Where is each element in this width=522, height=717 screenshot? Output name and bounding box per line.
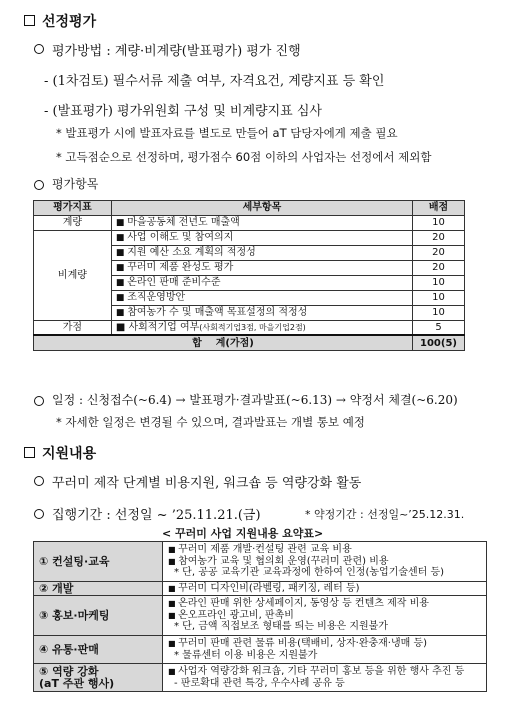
support-detail-line: ■ 꾸러미 제품 개발·컨설팅 관련 교육 비용 <box>168 544 481 556</box>
schedule-note: * 자세한 일정은 변경될 수 있으며, 결과발표는 개별 통보 예정 <box>56 415 365 429</box>
table-row <box>34 636 487 664</box>
eval-table <box>33 200 465 351</box>
support-category: ③ 홍보·마케팅 <box>34 596 163 636</box>
support-details <box>163 596 487 636</box>
table-cell-item-detail: (사회적기업3점, 마을기업2점) <box>199 323 306 333</box>
eval-note-1: * 발표평가 시에 발표자료를 별도로 만들어 aT 담당자에게 제출 필요 <box>56 126 398 140</box>
eval-items-label: 평가항목 <box>52 177 99 191</box>
support-detail-line: * 물류센터 이용 비용은 지원불가 <box>174 649 318 661</box>
support-detail-line: - 판로확대 관련 특강, 우수사례 공유 등 <box>174 677 345 689</box>
support-detail-line: * 단, 금액 직접보조 형태를 띄는 비용은 지원불가 <box>174 621 388 633</box>
support-details <box>163 542 487 582</box>
table-header: 세부항목 <box>111 201 412 216</box>
support-detail-line: ■ 온라인 판매 위한 상세페이지, 동영상 등 컨텐츠 제작 비용 <box>168 598 481 610</box>
circle-bullet-icon <box>34 509 44 519</box>
table-row <box>34 596 487 636</box>
support-detail-line: * 단, 공공 교육기관 교육과정에 한하여 인정(농업기술센터 등) <box>174 567 445 579</box>
support-category: ① 컨설팅·교육 <box>34 542 163 582</box>
table-header-row <box>34 201 465 216</box>
circle-bullet-icon <box>34 476 44 486</box>
table-row <box>34 664 487 692</box>
eval-step-2: - (발표평가) 평가위원회 구성 및 비계량지표 심사 <box>44 104 322 119</box>
total-score: 100(5) <box>413 335 465 350</box>
table-cell-score: 10 <box>413 305 465 320</box>
support-category-line: (aT 주관 행사) <box>39 676 115 690</box>
support-category: ④ 유통·판매 <box>34 636 163 664</box>
table-cell-score: 20 <box>413 260 465 275</box>
table-row <box>34 542 487 582</box>
support-detail-line: ■ 꾸러미 디자인비(라벨링, 패키징, 레터 등) <box>168 583 481 595</box>
table-cell-score: 5 <box>413 320 465 335</box>
table-cell-item: ■ 사회적기업 여부(사회적기업3점, 마을기업2점) <box>111 320 412 335</box>
schedule-line: 일정 : 신청접수(~6.4) → 발표평가·결과발표(~6.13) → 약정서 체결(~6.20) <box>52 393 458 407</box>
eval-method: 평가방법 : 계량·비계량(발표평가) 평가 진행 <box>52 44 301 59</box>
support-table <box>33 541 487 692</box>
section-title: 지원내용 <box>42 446 97 462</box>
support-table-caption: < 꾸러미 사업 지원내용 요약표> <box>162 527 324 540</box>
group-label: 비계량 <box>34 230 112 320</box>
table-cell-score: 20 <box>413 230 465 245</box>
table-row <box>34 320 465 335</box>
support-details <box>163 636 487 664</box>
exec-period: 집행기간 : 선정일 ~ ’25.11.21.(금) <box>52 508 261 523</box>
group-label: 가점 <box>34 320 112 335</box>
table-row <box>34 582 487 596</box>
support-category: ② 개발 <box>34 582 163 596</box>
contract-period: * 약정기간 : 선정일~’25.12.31. <box>305 508 465 521</box>
support-category <box>34 664 163 692</box>
table-cell-item: ■ 조직운영방안 <box>111 290 412 305</box>
table-header: 배점 <box>413 201 465 216</box>
eval-note-2: * 고득점순으로 선정하며, 평가점수 60점 이하의 사업자는 선정에서 제외함 <box>56 150 432 164</box>
table-cell-item: ■ 참여농가 수 및 매출액 목표설정의 적정성 <box>111 305 412 320</box>
table-cell-score: 10 <box>413 290 465 305</box>
support-detail-line: ■ 꾸러미 판매 관련 물류 비용(택배비, 상자·완충재·냉매 등) <box>168 638 481 650</box>
group-label: 계량 <box>34 215 112 230</box>
table-cell-item: ■ 마을공동체 전년도 매출액 <box>111 215 412 230</box>
table-total-row <box>34 335 465 350</box>
table-header: 평가지표 <box>34 201 112 216</box>
support-detail-line: ■ 사업자 역량강화 워크숍, 기타 꾸러미 홍보 등을 위한 행사 추진 등 <box>168 666 481 678</box>
table-cell-score: 20 <box>413 245 465 260</box>
total-label: 합 계(가점) <box>34 335 413 350</box>
section-checkbox-icon <box>24 15 35 26</box>
circle-bullet-icon <box>34 180 44 190</box>
eval-step-1: - (1차검토) 필수서류 제출 여부, 자격요건, 계량지표 등 확인 <box>44 74 385 89</box>
table-cell-score: 10 <box>413 215 465 230</box>
support-details <box>163 582 487 596</box>
support-detail-line: ■ 참여농가 교육 및 협의회 운영(꾸러미 관련) 비용 <box>168 556 481 568</box>
circle-bullet-icon <box>34 44 44 54</box>
section-checkbox-icon <box>24 447 35 458</box>
table-cell-item: ■ 온라인 판매 준비수준 <box>111 275 412 290</box>
table-cell-item: ■ 지원 예산 소요 계획의 적정성 <box>111 245 412 260</box>
table-cell-score: 10 <box>413 275 465 290</box>
table-row <box>34 230 465 245</box>
circle-bullet-icon <box>34 396 44 406</box>
support-details <box>163 664 487 692</box>
table-cell-item-text: 사회적기업 여부 <box>128 322 200 334</box>
table-cell-item: ■ 꾸러미 제품 완성도 평가 <box>111 260 412 275</box>
table-cell-item: ■ 사업 이해도 및 참여의지 <box>111 230 412 245</box>
table-row <box>34 215 465 230</box>
support-detail-line: ■ 온오프라인 광고비, 판촉비 <box>168 610 481 622</box>
section-title: 선정평가 <box>42 14 97 30</box>
support-summary: 꾸러미 제작 단계별 비용지원, 워크숍 등 역량강화 활동 <box>52 476 362 491</box>
support-category-line: ⑤ 역량 강화 <box>39 665 99 678</box>
